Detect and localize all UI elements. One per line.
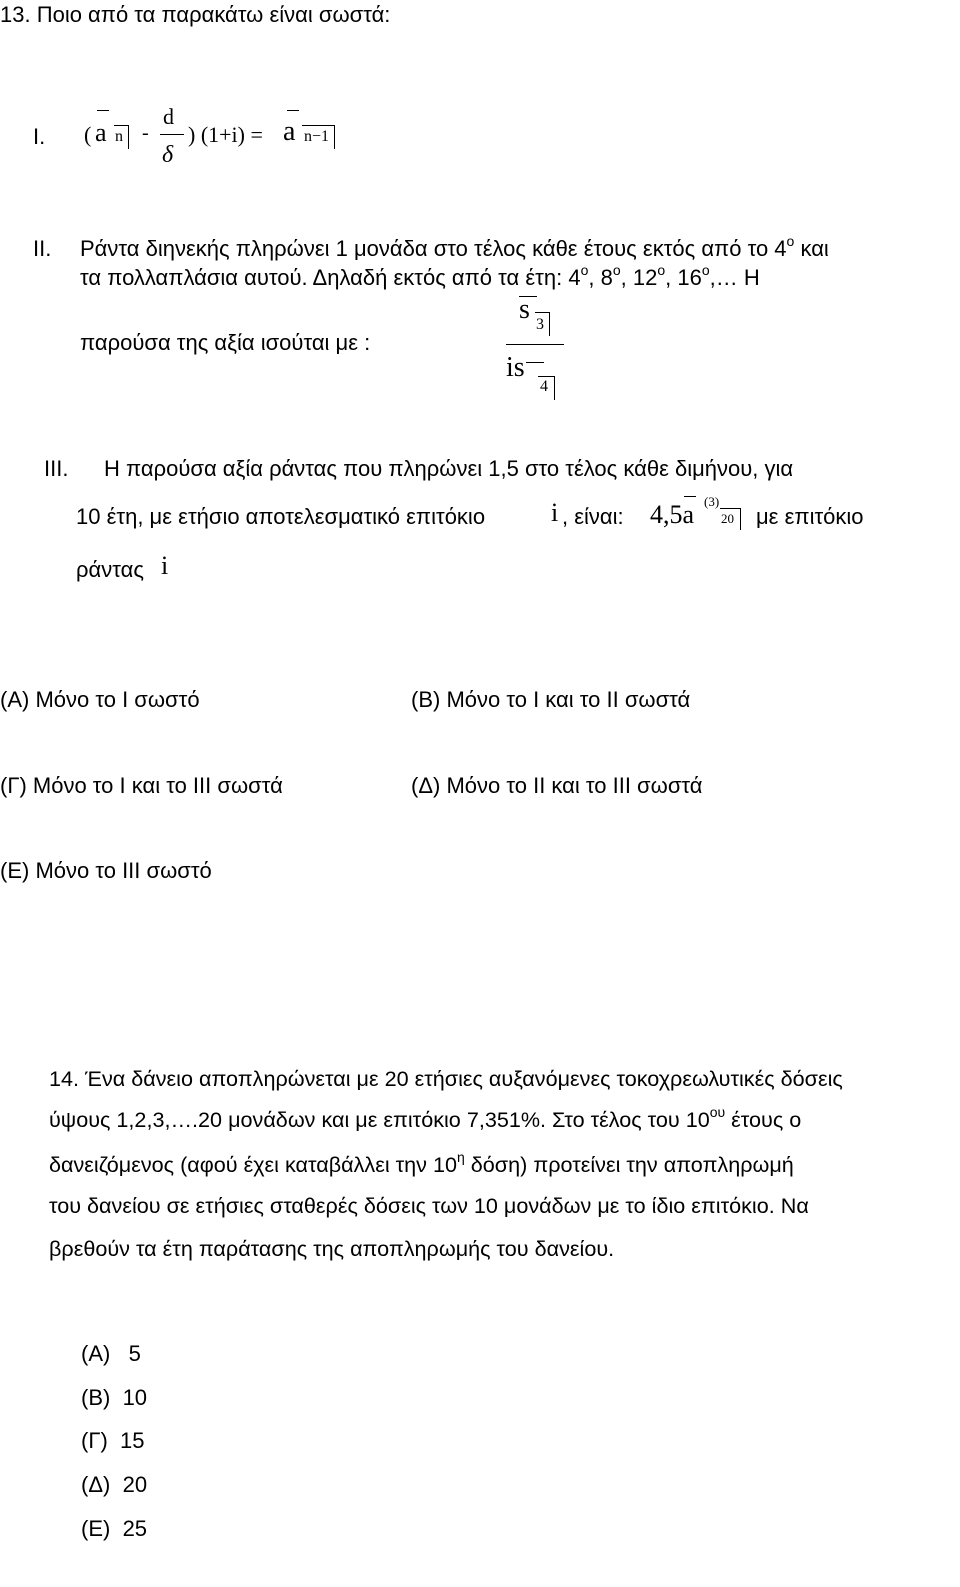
annuity-bar-2 bbox=[287, 110, 299, 111]
item-iii-line-1: Η παρούσα αξία ράντας που πληρώνει 1,5 στο τέλος κάθε διμήνου, για bbox=[104, 456, 794, 481]
angle-top-3 bbox=[720, 508, 740, 509]
q14-option-b[interactable]: (Β) 10 bbox=[81, 1385, 148, 1410]
question-13-title: 13. Ποιο από τα παρακάτω είναι σωστά: bbox=[0, 2, 391, 27]
q14-option-e[interactable]: (Ε) 25 bbox=[81, 1516, 148, 1541]
annuity-bar-3 bbox=[684, 496, 696, 497]
numerator-angle bbox=[549, 312, 550, 336]
item-iii-line-2b: , είναι: bbox=[562, 504, 624, 529]
item-iii-line-2c: με επιτόκιο bbox=[756, 504, 864, 529]
angle-top-1 bbox=[114, 125, 128, 126]
interest-i-2: i bbox=[161, 551, 169, 580]
numerator-d: d bbox=[163, 104, 174, 129]
q13-option-a[interactable]: (Α) Μόνο το Ι σωστό bbox=[0, 687, 200, 712]
item-i-label: I. bbox=[33, 124, 46, 149]
question-14-line-3: δανειζόμενος (αφού έχει καταβάλλει την $10^\eta$ δόση) προτείνει την αποπληρωμή bbox=[49, 1149, 794, 1177]
paren-open: ( bbox=[84, 122, 92, 147]
item-iii-label: III. bbox=[44, 456, 69, 481]
angle-top-2 bbox=[302, 125, 334, 126]
s-bar bbox=[519, 296, 537, 297]
annuity-bar-1 bbox=[97, 110, 109, 111]
item-ii-line-3: παρούσα της αξία ισούται με : bbox=[80, 330, 371, 355]
question-14-line-5: βρεθούν τα έτη παράτασης της αποπληρωμής του δανείου. bbox=[49, 1236, 615, 1261]
angle-bar-3 bbox=[740, 508, 741, 530]
annuity-coefficient: 4,5a bbox=[650, 500, 695, 529]
numerator-index: 3 bbox=[536, 316, 544, 333]
numerator-angle-top bbox=[535, 312, 549, 313]
factor-text: ) (1+i) = bbox=[188, 122, 263, 147]
q13-option-b[interactable]: (Β) Μόνο το Ι και το ΙΙ σωστά bbox=[411, 687, 691, 712]
denominator-delta: δ bbox=[162, 142, 174, 168]
denominator-is: is bbox=[506, 352, 525, 383]
denominator-index: 4 bbox=[540, 378, 548, 395]
annuity-subscript-20: 20 bbox=[721, 511, 734, 526]
q13-option-d[interactable]: (Δ) Μόνο το ΙΙ και το ΙΙΙ σωστά bbox=[411, 773, 703, 798]
q13-option-g[interactable]: (Γ) Μόνο το Ι και το ΙΙΙ σωστά bbox=[0, 773, 283, 798]
item-iii-line-3: ράντας bbox=[76, 557, 144, 582]
item-iii-line-2a: 10 έτη, με ετήσιο αποτελεσματικό επιτόκιο bbox=[76, 504, 486, 529]
question-14-line-2: ύψους 1,2,3,….20 μονάδων και με επιτόκιο 7,351%. Στο τέλος του $10^{o\upsilon}$ έτους ο bbox=[49, 1104, 802, 1132]
numerator-s: s bbox=[519, 294, 530, 325]
annuity-subscript-n-1: n−1 bbox=[304, 128, 330, 145]
fraction-bar-2 bbox=[506, 344, 564, 345]
annuity-a-1: a bbox=[95, 118, 107, 147]
q14-option-g[interactable]: (Γ) 15 bbox=[81, 1428, 145, 1453]
angle-bar-2 bbox=[334, 125, 335, 149]
annuity-subscript-n: n bbox=[115, 128, 123, 145]
annuity-superscript-3: (3) bbox=[704, 494, 720, 509]
item-ii-line-1: Ράντα διηνεκής πληρώνει 1 μονάδα στο τέλος κάθε έτους εκτός από το $4^o$ και bbox=[80, 233, 829, 261]
is-bar bbox=[526, 362, 544, 363]
denominator-angle-top bbox=[538, 376, 554, 377]
fraction-bar-1 bbox=[160, 134, 184, 135]
annuity-a-2: a bbox=[283, 116, 296, 147]
q14-option-d[interactable]: (Δ) 20 bbox=[81, 1472, 148, 1497]
item-ii-label: II. bbox=[33, 236, 52, 261]
q14-option-a[interactable]: (Α) 5 bbox=[81, 1341, 141, 1366]
angle-bar-1 bbox=[128, 125, 129, 149]
denominator-angle bbox=[554, 376, 555, 400]
item-ii-line-2: τα πολλαπλάσια αυτού. Δηλαδή εκτός από τα έτη: $4^o$, $8^o$, $12^o$, $16^o,\dots$ Η bbox=[80, 262, 760, 290]
q13-option-e[interactable]: (Ε) Μόνο το ΙΙΙ σωστό bbox=[0, 858, 212, 883]
question-14-line-4: του δανείου σε ετήσιες σταθερές δόσεις των 10 μονάδων με το ίδιο επιτόκιο. Να bbox=[49, 1193, 809, 1218]
interest-i-1: i bbox=[551, 498, 559, 527]
question-14-line-1: 14. Ένα δάνειο αποπληρώνεται με 20 ετήσιες αυξανόμενες τοκοχρεωλυτικές δόσεις bbox=[49, 1066, 843, 1091]
minus-sign: - bbox=[142, 122, 149, 144]
